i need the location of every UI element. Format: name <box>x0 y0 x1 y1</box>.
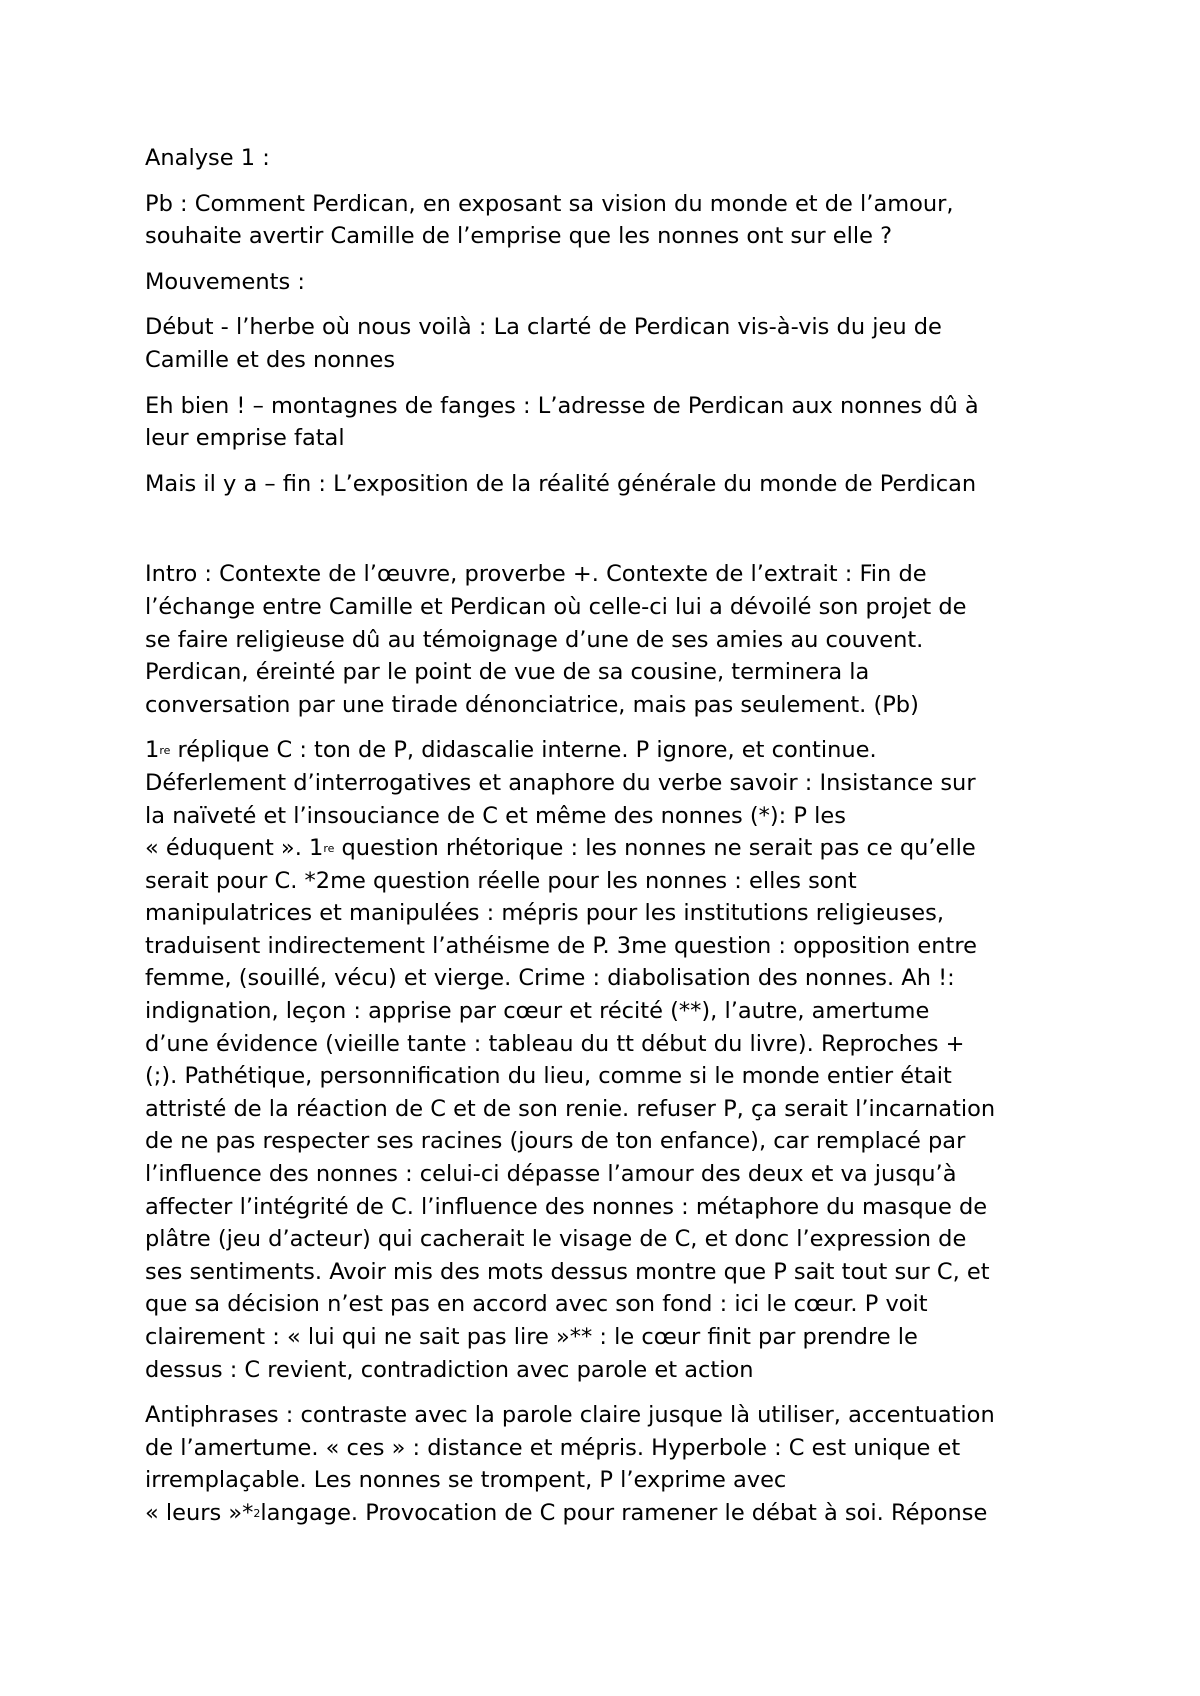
analysis-line: traduisent indirectement l’athéisme de P. 3me question : opposition entre <box>145 932 977 959</box>
superscript-re: re <box>159 744 171 758</box>
antiphrases-line: irremplaçable. Les nonnes se trompent, P l’exprime avec <box>145 1467 787 1494</box>
analysis-line: femme, (souillé, vécu) et vierge. Crime : diabolisation des nonnes. Ah !: <box>145 965 955 992</box>
analysis-line: manipulatrices et manipulées : mépris pour les institutions religieuses, <box>145 900 944 927</box>
mouvement-3-line: Mais il y a – fin : L’exposition de la réalité générale du monde de Perdican <box>145 470 977 497</box>
intro-line: se faire religieuse dû au témoignage d’une de ses amies au couvent. <box>145 626 924 653</box>
analysis-line: que sa décision n’est pas en accord avec son fond : ici le cœur. P voit <box>145 1291 928 1318</box>
antiphrases-line4-prefix: « leurs »* <box>145 1499 254 1526</box>
analysis-line1-prefix: 1 <box>145 737 160 764</box>
mouvement-1-paragraph <box>145 311 1085 376</box>
analysis-line: serait pour C. *2me question réelle pour les nonnes : elles sont <box>145 867 857 894</box>
antiphrases-paragraph <box>145 1399 1085 1529</box>
analysis-line <box>145 734 1085 767</box>
mouvements-heading <box>145 266 1085 299</box>
mouvement-2-paragraph <box>145 390 1085 455</box>
analysis-line: dessus : C revient, contradiction avec parole et action <box>145 1356 754 1383</box>
analysis-line: la naïveté et l’insouciance de C et même des nonnes (*): P les <box>145 802 846 829</box>
problematique-paragraph <box>145 188 1085 253</box>
analysis-line: clairement : « lui qui ne sait pas lire »** : le cœur finit par prendre le <box>145 1324 918 1350</box>
analysis-line: (;). Pathétique, personnification du lieu, comme si le monde entier était <box>145 1063 952 1090</box>
mouvement-2-line: leur emprise fatal <box>145 425 345 452</box>
mouvement-3-paragraph <box>145 468 1085 501</box>
mouvement-2-line: Eh bien ! – montagnes de fanges : L’adresse de Perdican aux nonnes dû à <box>145 392 979 419</box>
analysis-line <box>145 832 1085 865</box>
antiphrases-line: de l’amertume. « ces » : distance et mépris. Hyperbole : C est unique et <box>145 1434 961 1461</box>
antiphrases-line <box>145 1497 1085 1530</box>
mouvement-1-line: Début - l’herbe où nous voilà : La clarté de Perdican vis-à-vis du jeu de <box>145 314 942 341</box>
mouvements-heading-text: Mouvements : <box>145 268 305 295</box>
antiphrases-line: Antiphrases : contraste avec la parole claire jusque là utiliser, accentuation <box>145 1402 995 1429</box>
problematique-line: Pb : Comment Perdican, en exposant sa vision du monde et de l’amour, <box>145 190 954 217</box>
analysis-line4-rest: question rhétorique : les nonnes ne serait pas ce qu’elle <box>334 835 976 862</box>
title-text: Analyse 1 : <box>145 145 270 171</box>
superscript-re: re <box>323 842 335 856</box>
superscript-2: 2 <box>253 1506 261 1520</box>
analysis-line1-rest: réplique C : ton de P, didascalie interne. P ignore, et continue. <box>170 737 877 764</box>
intro-line: l’échange entre Camille et Perdican où celle-ci lui a dévoilé son projet de <box>145 593 967 620</box>
problematique-line: souhaite avertir Camille de l’emprise que les nonnes ont sur elle ? <box>145 223 893 250</box>
intro-line: conversation par une tirade dénonciatrice, mais pas seulement. (Pb) <box>145 691 919 718</box>
analysis-line: plâtre (jeu d’acteur) qui cacherait le visage de C, et donc l’expression de <box>145 1226 967 1253</box>
analysis-line4-prefix: « éduquent ». 1 <box>145 835 324 862</box>
analysis-line: affecter l’intégrité de C. l’influence des nonnes : métaphore du masque de <box>145 1193 988 1220</box>
analysis-line: Déferlement d’interrogatives et anaphore du verbe savoir : Insistance sur <box>145 769 976 796</box>
analysis-line: d’une évidence (vieille tante : tableau du tt début du livre). Reproches + <box>145 1030 965 1057</box>
intro-line: Perdican, éreinté par le point de vue de sa cousine, terminera la <box>145 659 870 686</box>
intro-paragraph <box>145 558 1085 721</box>
analysis-paragraph <box>145 734 1085 1386</box>
analysis-line: indignation, leçon : apprise par cœur et récité (**), l’autre, amertume <box>145 998 930 1025</box>
blank-spacer <box>145 513 1085 558</box>
document-title <box>145 142 1085 175</box>
analysis-line: attristé de la réaction de C et de son renie. refuser P, ça serait l’incarnation <box>145 1095 996 1122</box>
analysis-line: de ne pas respecter ses racines (jours de ton enfance), car remplacé par <box>145 1128 966 1155</box>
intro-line: Intro : Contexte de l’œuvre, proverbe +. Contexte de l’extrait : Fin de <box>145 561 927 588</box>
antiphrases-line4-rest: langage. Provocation de C pour ramener le débat à soi. Réponse <box>260 1499 988 1526</box>
document-page <box>145 142 1085 1543</box>
mouvement-1-line: Camille et des nonnes <box>145 346 396 373</box>
analysis-line: l’influence des nonnes : celui-ci dépasse l’amour des deux et va jusqu’à <box>145 1161 957 1188</box>
analysis-line: ses sentiments. Avoir mis des mots dessus montre que P sait tout sur C, et <box>145 1258 990 1285</box>
